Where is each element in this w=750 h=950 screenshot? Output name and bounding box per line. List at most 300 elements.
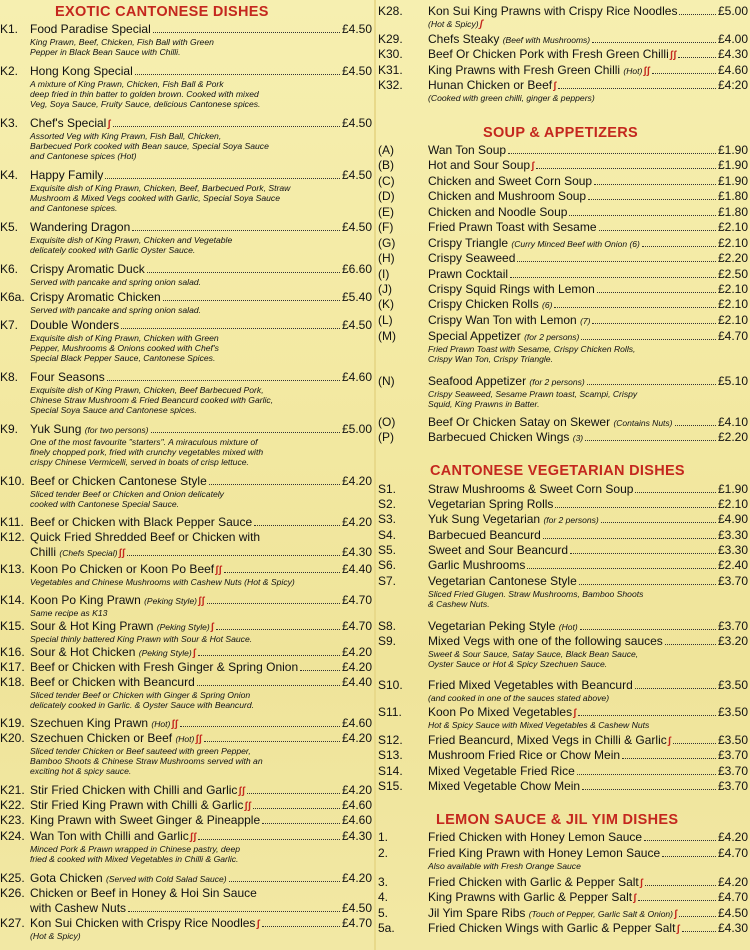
item-description-text: Minced Pork & Prawn wrapped in Chinese pastry, deep [30, 844, 241, 854]
item-name [30, 318, 119, 332]
item-name [428, 236, 640, 250]
dot-leader [569, 215, 716, 216]
menu-item-line [378, 906, 748, 921]
section-title-exotic-cantonese: EXOTIC CANTONESE DISHES [55, 4, 269, 20]
item-description-text: Sweet & Sour Sauce, Satay Sauce, Black Bean Sauce, [428, 649, 639, 659]
menu-item-line [378, 733, 748, 748]
item-code: K16. [0, 645, 25, 659]
item-name-text: Barbecued Chicken Wings [428, 430, 570, 444]
item-price: £4.60 [341, 798, 372, 812]
item-price: £4.00 [717, 32, 748, 46]
item-description-text: and Cantonese spices. [30, 203, 118, 214]
dot-leader [127, 555, 340, 556]
menu-item [378, 143, 748, 158]
dot-leader [254, 525, 340, 526]
item-description-text: (Hot & Spicy) [428, 19, 479, 29]
menu-item [378, 779, 748, 794]
item-name [30, 916, 260, 930]
dot-leader [601, 522, 716, 523]
chili-icon: ʃ [633, 893, 637, 904]
menu-item [0, 645, 372, 660]
dot-leader [622, 758, 716, 759]
menu-item-line [378, 558, 748, 573]
item-code: (F) [378, 220, 394, 234]
item-name-text: Garlic Mushrooms [428, 558, 526, 572]
item-name [30, 422, 149, 436]
item-description-text: crispy Chinese Vermicelli, served in boats of crisp lettuce. [30, 457, 249, 468]
item-name-text: Chefs Steaky [428, 32, 500, 46]
item-name-text: Quick Fried Shredded Beef or Chicken with [30, 530, 261, 544]
chili-icon: ʃʃ [118, 548, 126, 559]
dot-leader [592, 323, 716, 324]
item-name [428, 705, 576, 719]
menu-item-line [378, 779, 748, 794]
item-code: K2. [0, 64, 19, 78]
item-description-text: Special thinly battered King Prawn with Sour & Hot Sauce. [30, 634, 253, 644]
menu-item [0, 116, 372, 162]
item-name-text: Chicken and Noodle Soup [428, 205, 568, 219]
item-name-continued [0, 545, 125, 560]
item-name-text: Vegetarian Peking Style [428, 619, 556, 633]
item-name-text: Chicken and Mushroom Soup [428, 189, 587, 203]
item-name-text: Double Wonders [30, 318, 120, 332]
item-name-text: Koon Po King Prawn [30, 593, 141, 607]
item-name [428, 158, 534, 172]
item-price: £4.50 [341, 168, 372, 182]
menu-item [378, 748, 748, 763]
item-name-text: Beef or Chicken with Fresh Ginger & Spring Onion [30, 660, 299, 674]
item-description-text: finely chopped pork, fried with crunchy vegetables mixed with [30, 447, 264, 458]
item-name-text: Beef or Chicken Cantonese Style [30, 474, 207, 488]
dot-leader [107, 380, 340, 381]
menu-item [0, 22, 372, 57]
chili-icon: ʃ [573, 708, 577, 719]
item-code: (J) [378, 282, 392, 296]
dot-leader [599, 230, 716, 231]
menu-item-line [378, 267, 748, 282]
item-name-text: Mixed Vegetable Chow Mein [428, 779, 581, 793]
item-description [0, 141, 372, 151]
item-description [0, 333, 372, 343]
menu-item-line [378, 830, 748, 845]
item-name-text: Barbecued Beancurd [428, 528, 541, 542]
menu-item-line [0, 916, 372, 931]
chili-icon: ʃ [639, 878, 644, 889]
dot-leader [570, 553, 716, 554]
item-description-text: Hot & Spicy Sauce with Mixed Vegetables & Cashew Nuts [428, 720, 650, 730]
item-description [0, 89, 372, 99]
menu-item [0, 731, 372, 777]
dot-leader [642, 246, 716, 247]
menu-item [378, 282, 748, 297]
item-description [0, 931, 372, 941]
item-description [0, 151, 372, 161]
item-price: £1.80 [717, 205, 748, 219]
item-price: £4.20 [341, 660, 372, 674]
item-description-text: Served with pancake and spring onion salad. [30, 305, 202, 315]
item-name-text: Wandering Dragon [30, 220, 131, 234]
item-name-text: Straw Mushrooms & Sweet Corn Soup [428, 482, 634, 496]
item-note: (Touch of Pepper, Garlic Salt & Onion) [528, 909, 673, 919]
item-description [0, 193, 372, 203]
item-name-text: Mushroom Fried Rice or Chow Mein [428, 748, 621, 762]
item-code: K21. [0, 783, 25, 797]
item-name-text: Vegetarian Cantonese Style [428, 574, 577, 588]
menu-item [378, 415, 748, 430]
item-description-text: Bamboo Shoots & Chinese Straw Mushrooms served with an [30, 756, 263, 767]
dot-leader [635, 688, 716, 689]
item-name-text: Four Seasons [30, 370, 105, 384]
item-name-text: Crispy Aromatic Chicken [30, 290, 161, 304]
menu-item [0, 262, 372, 287]
item-code: K19. [0, 716, 25, 730]
item-price: £2.10 [717, 282, 748, 296]
item-code: S7. [378, 574, 397, 588]
chili-icon: ʃʃ [171, 719, 178, 730]
item-name [428, 415, 673, 429]
menu-item [378, 32, 748, 47]
item-name [428, 528, 541, 542]
item-name-text: Stir Fried Chicken with Chilli and Garlic [30, 783, 238, 797]
item-price: £3.70 [717, 574, 748, 588]
item-code: (K) [378, 297, 394, 311]
item-code: K13. [0, 562, 25, 576]
item-name [428, 890, 636, 904]
item-note: (7) [580, 316, 591, 326]
item-description-text: Veg, Soya Sauce, Fruity Sauce, delicious Cantonese spices. [30, 99, 261, 110]
item-name-text: Sweet and Sour Beancurd [428, 543, 569, 557]
item-description [0, 577, 372, 587]
item-note: (Peking Style) [138, 648, 192, 658]
item-name-text: King Prawn with Sweet Ginger & Pineapple [30, 813, 261, 827]
item-name-text: Beef Or Chicken Pork with Fresh Green Chilli [428, 47, 669, 61]
chili-icon: ʃʃ [244, 801, 252, 812]
chili-icon: ʃ [676, 924, 680, 935]
item-code: (D) [378, 189, 395, 203]
menu-item-line [378, 543, 748, 558]
item-name [30, 871, 227, 885]
chili-icon: ʃ [667, 736, 672, 747]
item-description-text: delicately cooked with Garlic Oyster Sauce. [30, 245, 196, 256]
menu-item-line [378, 4, 748, 19]
item-code: (E) [378, 205, 394, 219]
item-code: (G) [378, 236, 396, 250]
menu-item-line [378, 205, 748, 220]
dot-leader [543, 538, 716, 539]
item-price: £4.20 [717, 875, 748, 889]
menu-item-line [0, 675, 372, 690]
item-description [0, 131, 372, 141]
menu-item [378, 189, 748, 204]
item-price: £2.10 [717, 236, 748, 250]
item-name [428, 678, 633, 692]
item-description [0, 700, 372, 710]
menu-item [0, 675, 372, 710]
menu-item-line [378, 748, 748, 763]
dot-leader [300, 670, 340, 671]
item-price: £3.70 [717, 619, 748, 633]
menu-item [0, 783, 372, 798]
menu-item-line [378, 875, 748, 890]
item-price: £2.20 [717, 430, 748, 444]
item-name-text: Crispy Seaweed [428, 251, 516, 265]
menu-item [0, 370, 372, 416]
item-description-text: Oyster Sauce or Hot & Spicy Szechuen Sauce. [428, 659, 608, 670]
menu-item [0, 220, 372, 255]
chili-icon: ʃ [531, 161, 535, 172]
item-price: £1.90 [717, 158, 748, 172]
dot-leader [113, 126, 340, 127]
menu-item-line [378, 189, 748, 204]
item-name [428, 78, 556, 92]
item-code: S10. [378, 678, 403, 692]
item-code: S2. [378, 497, 397, 511]
item-price: £4.20 [341, 731, 372, 745]
menu-item-line [0, 731, 372, 746]
dot-leader [247, 793, 340, 794]
item-price: £3.20 [717, 634, 748, 648]
menu-item-line [0, 318, 372, 333]
chili-icon: ʃʃ [215, 565, 222, 576]
item-description-text: Served with pancake and spring onion salad. [30, 277, 202, 287]
item-description-text: Crispy Seaweed, Sesame Prawn toast, Scampi, Crispy [428, 389, 638, 399]
dot-leader [197, 685, 340, 686]
item-name [428, 558, 525, 572]
menu-item [378, 921, 748, 936]
menu-item-line [378, 574, 748, 589]
dot-leader [638, 900, 716, 901]
item-code: S1. [378, 482, 397, 496]
dot-leader [153, 32, 340, 33]
item-code: K30. [378, 47, 403, 61]
item-code: K7. [0, 318, 19, 332]
item-description-text: Exquisite dish of King Prawn, Chicken, Beef, Barbecued Pork, Straw [30, 183, 291, 193]
item-description [0, 756, 372, 766]
item-note: (Beef with Mushrooms) [502, 35, 591, 45]
item-description [0, 437, 372, 447]
chili-icon: ʃ [673, 909, 678, 920]
item-code: S4. [378, 528, 397, 542]
item-description [0, 766, 372, 776]
dot-leader [229, 881, 340, 882]
item-code: S3. [378, 512, 397, 526]
item-name-text: Beef or Chicken with Black Pepper Sauce [30, 515, 253, 529]
dot-leader [594, 184, 716, 185]
dot-leader [652, 73, 716, 74]
item-description [378, 19, 748, 30]
dot-leader [678, 57, 716, 58]
menu-item [378, 678, 748, 703]
dot-leader [128, 911, 340, 912]
menu-item-line [378, 329, 748, 344]
item-name [428, 512, 599, 526]
menu-item [378, 313, 748, 328]
item-name [30, 660, 298, 674]
item-description-text: Special Black Pepper Sauce, Cantonese Spices. [30, 353, 216, 364]
menu-item-line [378, 297, 748, 312]
item-name [30, 290, 161, 304]
menu-item [0, 168, 372, 214]
item-name [30, 716, 178, 730]
item-price: £4.20 [717, 830, 748, 844]
item-name [30, 645, 196, 659]
item-name [428, 282, 595, 296]
menu-item [0, 798, 372, 813]
item-description [0, 37, 372, 47]
item-description-text: cooked with Cantonese Special Sauce. [30, 499, 180, 510]
menu-item [0, 813, 372, 828]
item-name [30, 886, 257, 900]
menu-item-continuation [0, 545, 372, 560]
item-note: (Hot) [175, 734, 195, 744]
item-code: K26. [0, 886, 25, 900]
menu-item-line [378, 236, 748, 251]
item-code: 3. [378, 875, 389, 889]
dot-leader [517, 261, 716, 262]
item-code: (M) [378, 329, 396, 343]
item-price: £4.70 [717, 846, 748, 860]
dot-leader [673, 743, 716, 744]
item-code: K29. [378, 32, 403, 46]
dot-leader [577, 774, 716, 775]
item-name [30, 370, 105, 384]
item-price: £4.20 [341, 871, 372, 885]
menu-item-line [378, 313, 748, 328]
item-name [30, 798, 251, 812]
item-name [428, 764, 575, 778]
item-description-text: Exquisite dish of King Prawn, Chicken with Green [30, 333, 219, 343]
menu-item-line [378, 528, 748, 543]
item-name [428, 174, 592, 188]
menu-item [378, 619, 748, 634]
dot-leader [679, 14, 716, 15]
dot-leader [132, 230, 340, 231]
item-name [30, 168, 103, 182]
menu-item-line [378, 282, 748, 297]
item-price: £2.10 [717, 313, 748, 327]
item-name-text: Crispy Squid Rings with Lemon [428, 282, 595, 296]
item-name-continued [0, 901, 126, 916]
chili-icon: ʃ [210, 622, 215, 633]
item-code: K27. [0, 916, 25, 930]
item-code: K5. [0, 220, 19, 234]
item-name-text: Crispy Wan Ton with Lemon [428, 313, 577, 327]
item-code: (A) [378, 143, 394, 157]
item-note: (Hot) [623, 66, 643, 76]
item-name-text: Crispy Triangle [428, 236, 509, 250]
item-name [428, 267, 508, 281]
item-price: £4.50 [341, 318, 372, 332]
item-name [428, 205, 567, 219]
menu-item [0, 474, 372, 509]
menu-item-line [0, 871, 372, 886]
menu-item [378, 236, 748, 251]
section-title-soup-appetizers: SOUP & APPETIZERS [483, 125, 638, 141]
item-name [428, 313, 590, 327]
dot-leader [555, 507, 716, 508]
item-name-text: Mixed Vegetable Fried Rice [428, 764, 575, 778]
item-code: 5a. [378, 921, 395, 935]
item-code: (I) [378, 267, 390, 281]
item-code: S8. [378, 619, 397, 633]
item-price: £4.10 [717, 415, 748, 429]
item-price: £2.20 [717, 251, 748, 265]
menu-item-line [0, 829, 372, 844]
item-description [378, 649, 748, 659]
menu-item [378, 297, 748, 312]
item-price: £1.90 [717, 482, 748, 496]
menu-item [378, 430, 748, 445]
item-description [0, 245, 372, 255]
menu-item-line [0, 562, 372, 577]
dot-leader [105, 178, 340, 179]
item-price: £4.50 [341, 22, 372, 36]
menu-item-line [0, 593, 372, 608]
dot-leader [675, 425, 716, 426]
item-name [428, 47, 676, 61]
item-name [30, 829, 196, 843]
item-code: K22. [0, 798, 25, 812]
dot-leader [204, 741, 340, 742]
item-name [428, 143, 506, 157]
item-price: £5.40 [341, 290, 372, 304]
item-code: (B) [378, 158, 394, 172]
item-description-text: Special Soya Sauce and Cantonese spices. [30, 405, 197, 416]
item-price: £4.40 [341, 562, 372, 576]
dot-leader [588, 199, 716, 200]
menu-item [378, 733, 748, 748]
item-name [30, 619, 214, 633]
dot-leader [635, 492, 716, 493]
dot-leader [198, 839, 340, 840]
item-note: (for 2 persons) [529, 377, 585, 387]
menu-item [0, 829, 372, 864]
menu-item-line [0, 262, 372, 277]
dot-leader [644, 840, 716, 841]
item-description-text: Assorted Veg with King Prawn, Fish Ball, Chicken, [30, 131, 222, 141]
item-name-text: Chef's Special [30, 116, 107, 130]
item-description [378, 93, 748, 103]
item-price: £3.70 [717, 748, 748, 762]
item-price: £5.00 [341, 422, 372, 436]
item-name [30, 593, 205, 607]
item-name-text: Fried Prawn Toast with Sesame [428, 220, 597, 234]
item-note: (Chefs Special) [59, 548, 118, 558]
item-description [378, 720, 748, 730]
item-description [378, 589, 748, 599]
menu-item [378, 528, 748, 543]
item-description [0, 746, 372, 756]
menu-item [0, 660, 372, 675]
item-code: K4. [0, 168, 19, 182]
item-name-text: Gota Chicken [30, 871, 103, 885]
item-name-text: Kon Sui Chicken with Crispy Rice Noodles [30, 916, 256, 930]
item-name-text: Szechuen King Prawn [30, 716, 149, 730]
item-price: £4.20 [341, 474, 372, 488]
item-name-text: Fried Chicken with Honey Lemon Sauce [428, 830, 643, 844]
menu-item-line [0, 515, 372, 530]
menu-item-line [378, 32, 748, 47]
item-description [0, 608, 372, 618]
menu-item-line [0, 168, 372, 183]
item-code: K6. [0, 262, 19, 276]
dot-leader [665, 644, 716, 645]
item-description [0, 854, 372, 864]
menu-item [378, 497, 748, 512]
item-name-text: Crispy Aromatic Duck [30, 262, 145, 276]
section-title-vegetarian: CANTONESE VEGETARIAN DISHES [430, 463, 685, 479]
item-description-text: & Cashew Nuts. [428, 599, 490, 610]
